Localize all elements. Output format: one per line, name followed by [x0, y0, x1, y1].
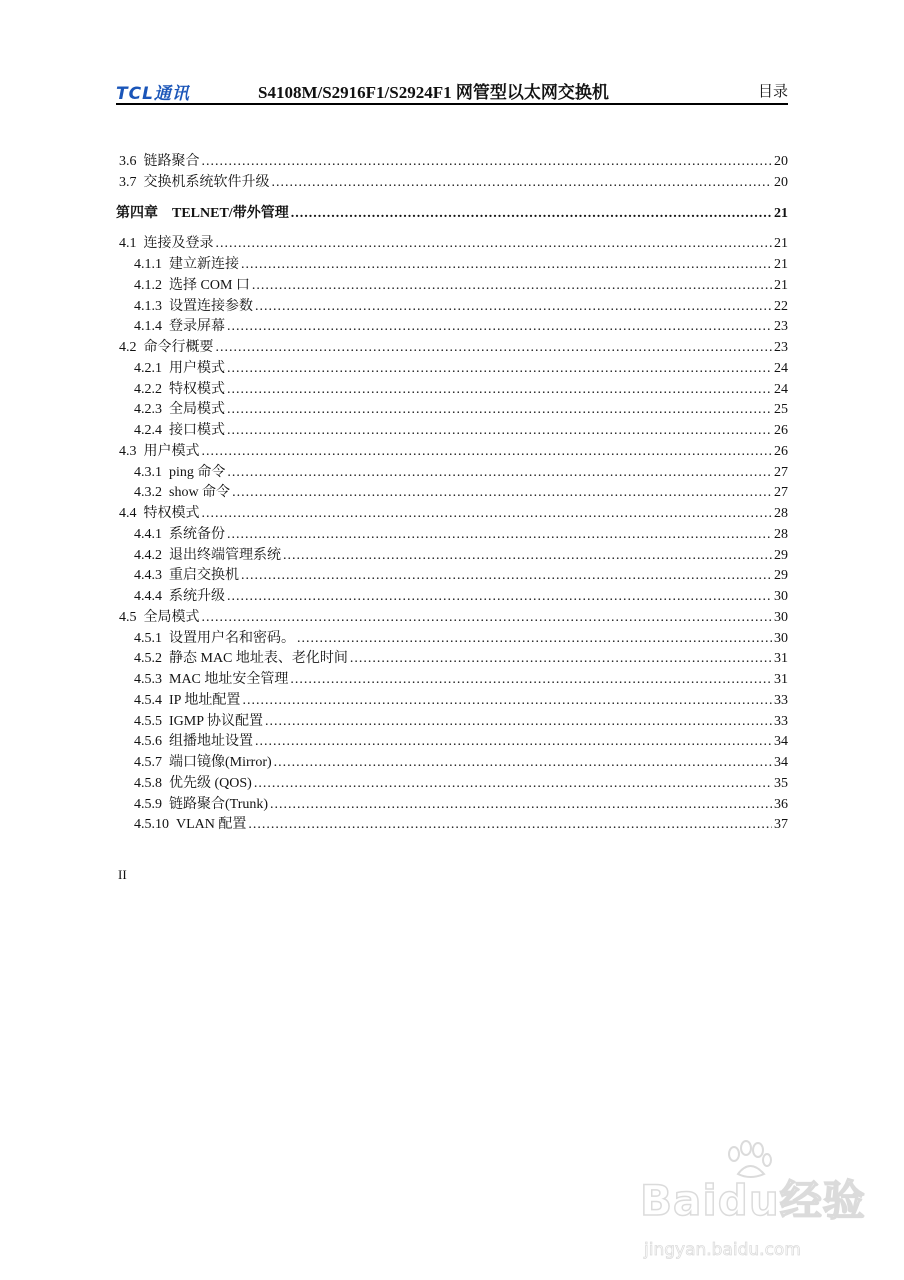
dot-leader [227, 525, 772, 545]
toc-entry[interactable] [116, 795, 788, 816]
dot-leader [202, 152, 773, 172]
toc-entry-text: 建立新连接 [169, 257, 239, 272]
section-label: 目录 [757, 84, 788, 100]
header-divider [116, 103, 788, 105]
toc-entry[interactable] [116, 255, 788, 276]
toc-page-number: 33 [774, 692, 788, 708]
toc-entry-title [134, 712, 263, 732]
toc-page-number: 28 [774, 526, 788, 542]
toc-entry[interactable] [116, 442, 788, 463]
dot-leader [272, 173, 773, 193]
toc-page-number: 33 [774, 713, 788, 729]
toc-entry[interactable] [116, 670, 788, 691]
toc-entry-number: 4.5.4 [134, 692, 162, 708]
toc-entry[interactable] [116, 546, 788, 567]
toc-entry-title [119, 173, 270, 193]
toc-entry-text: ping 命令 [169, 464, 226, 480]
toc-entry-text: 退出终端管理系统 [169, 547, 281, 563]
toc-page-number: 21 [774, 257, 788, 272]
toc-entry-title [134, 753, 272, 773]
toc-entry-text: 全局模式 [169, 402, 225, 418]
toc-entry-text: 登录屏幕 [169, 319, 225, 335]
dot-leader [202, 608, 773, 628]
toc-entry-number: 4.3 [119, 443, 137, 459]
page-header [116, 76, 788, 104]
toc-page-number: 29 [774, 547, 788, 563]
table-of-contents [116, 152, 788, 836]
toc-entry-title [134, 566, 239, 586]
toc-page-number: 26 [774, 423, 788, 438]
toc-entry-number: 4.4 [119, 506, 137, 521]
toc-entry-title [134, 297, 253, 317]
toc-entry-title [134, 629, 295, 649]
dot-leader [242, 691, 772, 711]
toc-page-number: 34 [774, 734, 788, 750]
toc-page-number: 24 [774, 381, 788, 397]
toc-entry-text: 特权模式 [143, 506, 200, 521]
toc-entry-number: 4.5.5 [134, 713, 162, 729]
toc-entry-title [134, 649, 348, 669]
toc-entry-text: 优先级 (QOS) [169, 775, 252, 791]
toc-entry[interactable] [116, 152, 788, 173]
toc-entry-number: 4.5 [119, 609, 137, 625]
toc-entry-text: VLAN 配置 [176, 817, 247, 833]
toc-chapter-entry[interactable] [116, 204, 788, 225]
toc-entry-text: 链路聚合(Trunk) [169, 796, 269, 812]
toc-page-number: 28 [774, 506, 788, 521]
toc-entry-text: IP 地址配置 [169, 692, 241, 708]
dot-leader [265, 712, 772, 732]
toc-entry-title [134, 380, 225, 400]
toc-entry-text: 用户模式 [169, 360, 225, 376]
toc-entry-number: 4.1.3 [134, 298, 162, 314]
dot-leader [227, 421, 772, 441]
toc-entry-title [134, 483, 230, 503]
toc-entry-title [119, 504, 200, 524]
toc-entry-text: 端口镜像(Mirror) [169, 755, 272, 770]
dot-leader [255, 732, 772, 752]
dot-leader [274, 753, 772, 773]
toc-entry-number: 4.5.7 [134, 755, 162, 770]
watermark-brand: Baidu经验 [640, 1176, 866, 1225]
toc-page-number: 23 [774, 340, 788, 355]
toc-entry-text: 连接及登录 [143, 236, 214, 252]
toc-entry[interactable] [116, 649, 788, 670]
toc-entry-title [134, 276, 250, 296]
toc-page-number: 34 [774, 755, 788, 770]
toc-entry[interactable] [116, 463, 788, 484]
dot-leader [248, 815, 772, 835]
toc-entry[interactable] [116, 712, 788, 733]
dot-leader [202, 442, 773, 462]
toc-entry-title [134, 317, 225, 337]
toc-page-number: 24 [774, 360, 788, 376]
toc-entry-title [134, 400, 225, 420]
toc-page-number: 20 [774, 154, 788, 169]
toc-entry-number: 4.3.1 [134, 464, 162, 480]
toc-entry-title [134, 732, 253, 752]
dot-leader [270, 795, 772, 815]
document-title: S4108M/S2916F1/S2924F1 网管型以太网交换机 [258, 83, 609, 102]
toc-entry-title [119, 442, 200, 462]
dot-leader [216, 338, 773, 358]
dot-leader [227, 317, 772, 337]
toc-page-number: 21 [774, 205, 788, 221]
toc-entry-number: 4.2 [119, 340, 137, 355]
toc-entry[interactable] [116, 629, 788, 650]
dot-leader [291, 204, 772, 224]
toc-entry-number: 第四章 [116, 205, 158, 221]
toc-entry[interactable] [116, 691, 788, 712]
toc-entry[interactable] [116, 732, 788, 753]
toc-entry-title [134, 359, 225, 379]
toc-entry-text: 交换机系统软件升级 [143, 174, 270, 190]
toc-entry[interactable] [116, 525, 788, 546]
toc-entry-number: 4.5.10 [134, 817, 169, 833]
toc-entry[interactable] [116, 504, 788, 525]
toc-page-number: 35 [774, 775, 788, 791]
toc-entry-text: 命令行概要 [143, 340, 214, 355]
toc-page-number: 37 [774, 817, 788, 833]
toc-entry-number: 4.1 [119, 236, 137, 252]
toc-entry[interactable] [116, 173, 788, 194]
toc-entry-title [134, 255, 239, 275]
dot-leader [255, 297, 772, 317]
toc-page-number: 21 [774, 236, 788, 252]
toc-page-number: 29 [774, 568, 788, 584]
dot-leader [283, 546, 772, 566]
toc-entry-text: 全局模式 [143, 609, 200, 625]
toc-page-number: 21 [774, 277, 788, 293]
toc-entry-text: 接口模式 [169, 423, 225, 438]
toc-entry[interactable] [116, 297, 788, 318]
toc-entry-title [134, 774, 252, 794]
toc-entry-title [134, 587, 225, 607]
toc-entry-number: 4.5.8 [134, 775, 162, 791]
dot-leader [227, 587, 772, 607]
toc-entry[interactable] [116, 587, 788, 608]
toc-entry-number: 4.4.1 [134, 526, 162, 542]
dot-leader [227, 380, 772, 400]
toc-entry-number: 4.5.9 [134, 796, 162, 812]
toc-entry[interactable] [116, 380, 788, 401]
toc-entry-number: 4.3.2 [134, 485, 162, 501]
toc-entry-number: 4.1.2 [134, 277, 162, 293]
toc-entry-number: 3.6 [119, 154, 137, 169]
toc-entry-number: 4.1.4 [134, 319, 162, 335]
toc-page-number: 22 [774, 298, 788, 314]
toc-entry-number: 4.4.3 [134, 568, 162, 584]
toc-page-number: 30 [774, 609, 788, 625]
dot-leader [241, 566, 772, 586]
toc-entry-title [134, 525, 225, 545]
toc-entry-number: 4.5.1 [134, 630, 162, 646]
dot-leader [350, 649, 772, 669]
toc-entry-text: MAC 地址安全管理 [169, 672, 289, 687]
toc-page-number: 27 [774, 464, 788, 480]
toc-page-number: 26 [774, 443, 788, 459]
toc-entry[interactable] [116, 421, 788, 442]
toc-entry-number: 4.2.4 [134, 423, 162, 438]
toc-entry-text: 设置连接参数 [169, 298, 253, 314]
baidu-watermark [640, 1140, 870, 1280]
toc-entry-text: 选择 COM 口 [169, 277, 250, 293]
page-number: II [118, 867, 127, 882]
dot-leader [297, 629, 772, 649]
toc-entry-title [134, 546, 281, 566]
toc-entry-text: 系统备份 [169, 526, 225, 542]
toc-entry-text: 链路聚合 [143, 154, 200, 169]
toc-entry-text: IGMP 协议配置 [169, 713, 263, 729]
toc-entry[interactable] [116, 753, 788, 774]
toc-entry[interactable] [116, 400, 788, 421]
toc-entry-title [134, 815, 246, 835]
toc-entry-number: 4.5.2 [134, 651, 162, 667]
toc-entry-number: 4.2.2 [134, 381, 162, 397]
toc-page-number: 30 [774, 589, 788, 604]
toc-entry-title [119, 608, 200, 628]
toc-entry[interactable] [116, 566, 788, 587]
toc-page-number: 27 [774, 485, 788, 501]
toc-entry-number: 4.1.1 [134, 257, 162, 272]
toc-entry-number: 4.2.3 [134, 402, 162, 418]
toc-entry-title [134, 463, 225, 483]
toc-entry[interactable] [116, 483, 788, 504]
toc-entry-text: 静态 MAC 地址表、老化时间 [169, 651, 348, 667]
dot-leader [232, 483, 772, 503]
toc-entry-title [119, 234, 214, 254]
toc-page-number: 25 [774, 402, 788, 418]
toc-page-number: 23 [774, 319, 788, 335]
toc-entry-title [119, 152, 200, 172]
toc-page-number: 30 [774, 630, 788, 646]
toc-entry-text: 设置用户名和密码。 [169, 630, 295, 646]
toc-entry-number: 4.4.2 [134, 547, 162, 563]
toc-entry-title [134, 670, 288, 690]
toc-entry-number: 4.2.1 [134, 360, 162, 376]
toc-entry-number: 4.4.4 [134, 589, 162, 604]
tcl-logo: TCL通讯 [116, 84, 190, 104]
dot-leader [216, 234, 773, 254]
toc-entry-text: 重启交换机 [169, 568, 239, 584]
toc-entry[interactable] [116, 815, 788, 836]
toc-entry[interactable] [116, 359, 788, 380]
toc-entry[interactable] [116, 234, 788, 255]
toc-entry-number: 4.5.3 [134, 672, 162, 687]
toc-entry-text: 组播地址设置 [169, 734, 253, 750]
dot-leader [254, 774, 772, 794]
dot-leader [252, 276, 772, 296]
dot-leader [202, 504, 773, 524]
toc-entry-text: show 命令 [169, 485, 231, 501]
toc-entry-number: 4.5.6 [134, 734, 162, 750]
toc-entry-title [134, 691, 240, 711]
toc-entry-text: 系统升级 [169, 589, 225, 604]
toc-page-number: 31 [774, 672, 788, 687]
toc-entry[interactable] [116, 276, 788, 297]
dot-leader [241, 255, 772, 275]
toc-page-number: 31 [774, 651, 788, 667]
toc-page-number: 36 [774, 796, 788, 812]
dot-leader [290, 670, 772, 690]
toc-entry-number: 3.7 [119, 174, 137, 190]
toc-entry[interactable] [116, 608, 788, 629]
watermark-url: jingyan.baidu.com [644, 1240, 801, 1260]
toc-entry-title [116, 204, 289, 224]
dot-leader [227, 463, 772, 483]
toc-entry[interactable] [116, 774, 788, 795]
toc-entry-text: TELNET/带外管理 [172, 205, 289, 221]
toc-page-number: 20 [774, 174, 788, 190]
toc-entry-title [134, 795, 268, 815]
toc-entry-title [134, 421, 225, 441]
dot-leader [227, 359, 772, 379]
toc-entry[interactable] [116, 317, 788, 338]
toc-entry-text: 特权模式 [169, 381, 225, 397]
toc-entry-title [119, 338, 214, 358]
toc-entry-text: 用户模式 [143, 443, 200, 459]
toc-entry[interactable] [116, 338, 788, 359]
dot-leader [227, 400, 772, 420]
